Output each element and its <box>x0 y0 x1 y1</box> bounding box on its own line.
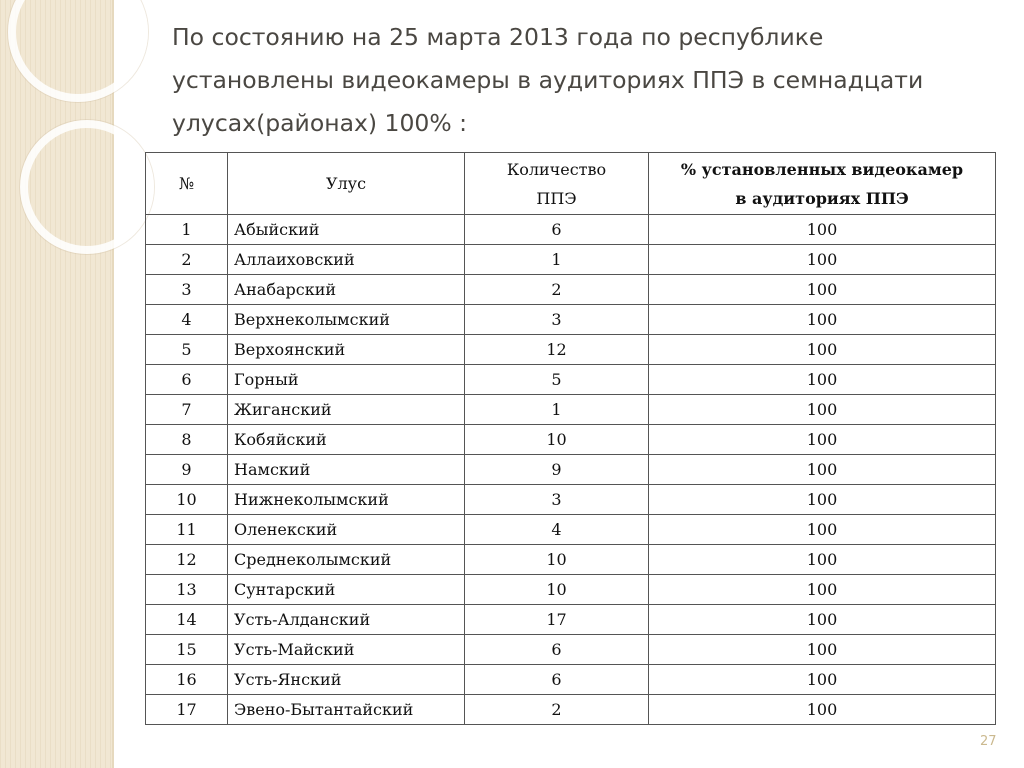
row-number: 9 <box>146 455 228 485</box>
table-row <box>146 665 996 695</box>
row-number: 12 <box>146 545 228 575</box>
table-header-row <box>146 153 996 215</box>
row-number: 14 <box>146 605 228 635</box>
row-ppe-count: 10 <box>465 575 649 605</box>
page-number: 27 <box>980 734 997 749</box>
row-ppe-count: 2 <box>465 695 649 725</box>
row-number: 11 <box>146 515 228 545</box>
table-row <box>146 425 996 455</box>
table-row <box>146 335 996 365</box>
row-ppe-count: 1 <box>465 395 649 425</box>
row-percent: 100 <box>649 665 996 695</box>
row-ulus-name: Верхнеколымский <box>228 305 465 335</box>
header-count-line1: Количество <box>506 159 607 179</box>
row-percent: 100 <box>649 335 996 365</box>
row-ulus-name: Усть-Майский <box>228 635 465 665</box>
row-ppe-count: 10 <box>465 545 649 575</box>
row-number: 8 <box>146 425 228 455</box>
table-row <box>146 545 996 575</box>
table-row <box>146 275 996 305</box>
table-row <box>146 215 996 245</box>
row-ppe-count: 6 <box>465 215 649 245</box>
row-ulus-name: Оленекский <box>228 515 465 545</box>
table-row <box>146 635 996 665</box>
row-ulus-name: Сунтарский <box>228 575 465 605</box>
table-row <box>146 575 996 605</box>
row-ppe-count: 12 <box>465 335 649 365</box>
table-row <box>146 605 996 635</box>
table-row <box>146 395 996 425</box>
row-ppe-count: 9 <box>465 455 649 485</box>
row-number: 16 <box>146 665 228 695</box>
table-row <box>146 515 996 545</box>
row-ppe-count: 6 <box>465 665 649 695</box>
row-ppe-count: 1 <box>465 245 649 275</box>
row-percent: 100 <box>649 305 996 335</box>
row-number: 13 <box>146 575 228 605</box>
row-percent: 100 <box>649 425 996 455</box>
row-number: 1 <box>146 215 228 245</box>
row-ulus-name: Эвено-Бытантайский <box>228 695 465 725</box>
row-ulus-name: Намский <box>228 455 465 485</box>
row-ulus-name: Аллаиховский <box>228 245 465 275</box>
row-ulus-name: Усть-Янский <box>228 665 465 695</box>
slide-title: По состоянию на 25 марта 2013 года по республике установлены видеокамеры в аудиториях ППЭ в семнадцати улусах(районах) 100% : <box>172 23 924 137</box>
row-percent: 100 <box>649 365 996 395</box>
row-number: 17 <box>146 695 228 725</box>
row-ulus-name: Жиганский <box>228 395 465 425</box>
row-percent: 100 <box>649 215 996 245</box>
row-ppe-count: 6 <box>465 635 649 665</box>
row-ulus-name: Анабарский <box>228 275 465 305</box>
row-percent: 100 <box>649 545 996 575</box>
table-row <box>146 695 996 725</box>
header-count <box>465 153 649 215</box>
row-number: 3 <box>146 275 228 305</box>
row-percent: 100 <box>649 275 996 305</box>
cameras-table <box>145 152 996 725</box>
row-percent: 100 <box>649 395 996 425</box>
row-percent: 100 <box>649 455 996 485</box>
row-percent: 100 <box>649 515 996 545</box>
header-percent-line1: % установленных видеокамер <box>680 159 964 179</box>
row-number: 7 <box>146 395 228 425</box>
decorative-ring-middle <box>20 120 154 254</box>
row-ulus-name: Горный <box>228 365 465 395</box>
row-ulus-name: Верхоянский <box>228 335 465 365</box>
header-ulus: Улус <box>228 153 465 215</box>
row-ulus-name: Абыйский <box>228 215 465 245</box>
row-percent: 100 <box>649 695 996 725</box>
row-percent: 100 <box>649 605 996 635</box>
row-ppe-count: 5 <box>465 365 649 395</box>
row-percent: 100 <box>649 575 996 605</box>
table-row <box>146 485 996 515</box>
table-row <box>146 245 996 275</box>
header-number: № <box>146 153 228 215</box>
row-percent: 100 <box>649 485 996 515</box>
row-ulus-name: Нижнеколымский <box>228 485 465 515</box>
row-ppe-count: 3 <box>465 485 649 515</box>
header-percent <box>649 153 996 215</box>
row-number: 6 <box>146 365 228 395</box>
row-number: 15 <box>146 635 228 665</box>
row-number: 10 <box>146 485 228 515</box>
row-ulus-name: Усть-Алданский <box>228 605 465 635</box>
row-ulus-name: Среднеколымский <box>228 545 465 575</box>
row-ulus-name: Кобяйский <box>228 425 465 455</box>
row-ppe-count: 10 <box>465 425 649 455</box>
row-ppe-count: 3 <box>465 305 649 335</box>
header-percent-line2: в аудиториях ППЭ <box>735 188 909 208</box>
decorative-side-band <box>0 0 112 768</box>
row-number: 2 <box>146 245 228 275</box>
table-body <box>146 215 996 725</box>
row-ppe-count: 17 <box>465 605 649 635</box>
table-row <box>146 365 996 395</box>
table-row <box>146 455 996 485</box>
row-number: 4 <box>146 305 228 335</box>
decorative-band-edge <box>112 0 114 768</box>
row-percent: 100 <box>649 245 996 275</box>
row-ppe-count: 4 <box>465 515 649 545</box>
row-ppe-count: 2 <box>465 275 649 305</box>
header-count-line2: ППЭ <box>536 188 577 208</box>
table-row <box>146 305 996 335</box>
row-percent: 100 <box>649 635 996 665</box>
row-number: 5 <box>146 335 228 365</box>
